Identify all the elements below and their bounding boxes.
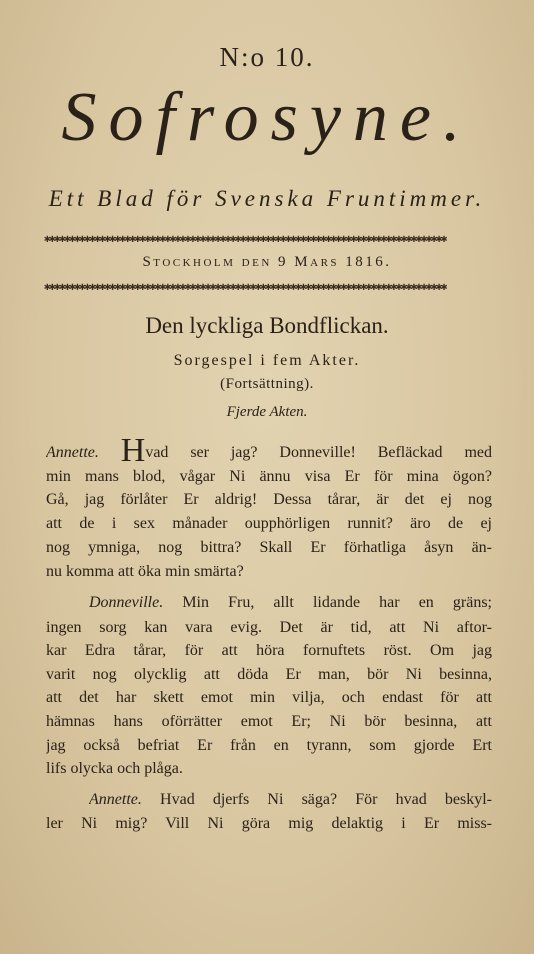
- masthead-title: Sofrosyne.: [61, 79, 473, 156]
- text-line: varit nog olycklig att döda Er man, bör Ni besinna,: [46, 666, 492, 683]
- text-line: kar Edra tårar, för att höra fornuftets röst. Om jag: [46, 642, 492, 659]
- text-line: jag också befriat Er från en tyrann, som gjorde Ert: [46, 737, 492, 754]
- speaker-name: Annette.: [46, 444, 99, 461]
- text-line: ingen sorg kan vara evig. Det är tid, att Ni aftor-: [46, 619, 492, 636]
- text-line: ler Ni mig? Vill Ni göra mig delaktig i Er miss-: [46, 815, 492, 832]
- text-line: att de i sex månader oupphörligen runnit? äro de ej: [46, 515, 492, 532]
- speaker-name: Annette.: [89, 791, 142, 808]
- speaker-name: Donneville.: [89, 594, 164, 611]
- dateline: Stockholm den 9 Mars 1816.: [142, 254, 392, 270]
- text-line: lifs olycka och plåga.: [46, 760, 183, 777]
- text-line: hämnas hans oförrätter emot Er; Ni bör besinna, att: [46, 713, 492, 730]
- text-line: Annette. Hvad ser jag? Donneville! Befläckad med: [46, 439, 492, 463]
- act-heading: Fjerde Akten.: [226, 404, 308, 420]
- drop-initial: H: [120, 439, 146, 463]
- text-line: Gå, jag förlåter Er aldrig! Dessa tårar, är det ej nog: [46, 491, 492, 508]
- article-genre: Sorgespel i fem Akter.: [173, 352, 361, 369]
- text-line: att det har skett emot min vilja, och endast för att: [46, 689, 492, 706]
- text-line: nog ymniga, nog bittra? Skall Er förhatliga åsyn än-: [46, 539, 492, 556]
- text-line: Annette. Hvad djerfs Ni säga? För hvad beskyl-: [89, 791, 492, 808]
- issue-number: N:o 10.: [219, 42, 315, 72]
- ornamental-rule-top: ✱✱✱✱✱✱✱✱✱✱✱✱✱✱✱✱✱✱✱✱✱✱✱✱✱✱✱✱✱✱✱✱✱✱✱✱✱✱✱✱✱✱✱✱✱✱✱✱✱✱✱✱✱✱✱✱✱✱✱✱✱✱✱✱✱✱✱✱✱✱✱✱✱✱✱✱✱✱✱✱: [44, 232, 446, 244]
- text-line: min mans blod, vågar Ni ännu visa Er för mina ögon?: [46, 468, 492, 485]
- text-line: nu komma att öka min smärta?: [46, 563, 244, 580]
- masthead-subtitle: Ett Blad för Svenska Fruntimmer.: [48, 186, 486, 211]
- ornamental-rule-bottom: ✱✱✱✱✱✱✱✱✱✱✱✱✱✱✱✱✱✱✱✱✱✱✱✱✱✱✱✱✱✱✱✱✱✱✱✱✱✱✱✱✱✱✱✱✱✱✱✱✱✱✱✱✱✱✱✱✱✱✱✱✱✱✱✱✱✱✱✱✱✱✱✱✱✱✱✱✱✱✱✱: [44, 280, 446, 292]
- continued-note: (Fortsättning).: [220, 376, 314, 392]
- article-title: Den lyckliga Bondflickan.: [145, 313, 389, 338]
- text-line: Donneville. Min Fru, allt lidande har en gräns;: [89, 594, 492, 611]
